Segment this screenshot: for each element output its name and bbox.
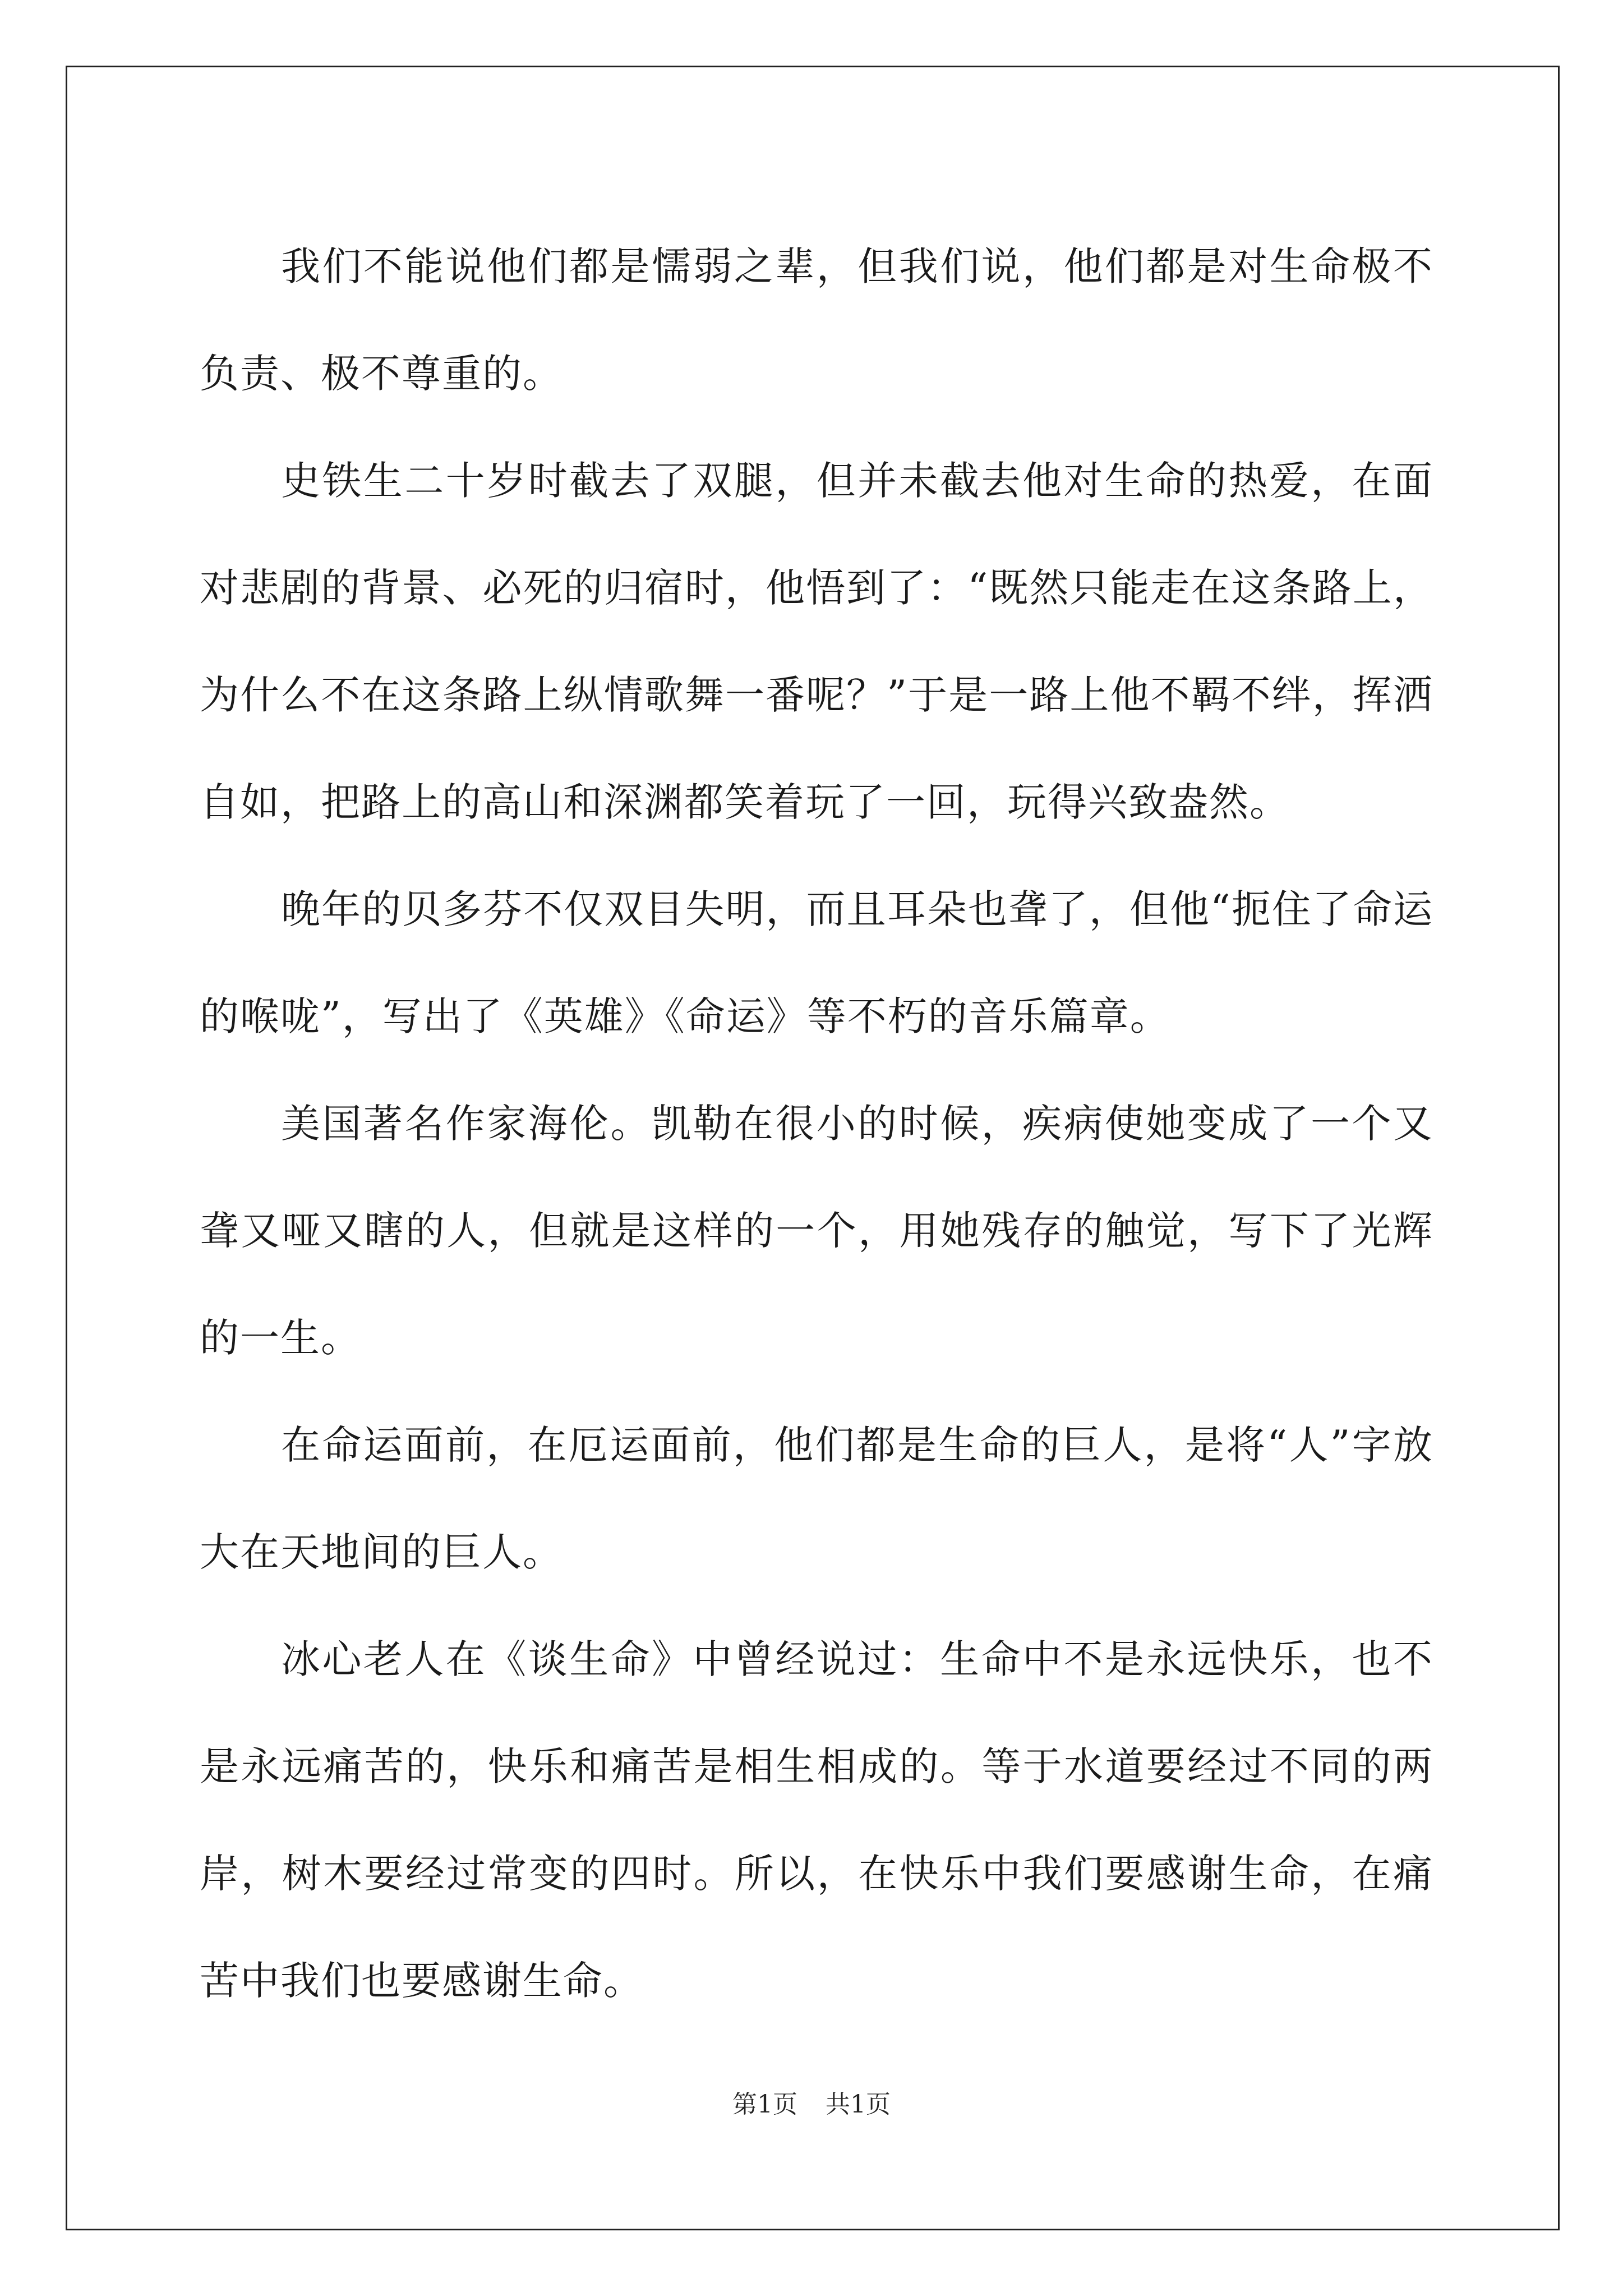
paragraph-6: 冰心老人在《谈生命》中曾经说过：生命中不是永远快乐，也不是永远痛苦的，快乐和痛苦是相生相成的。等于水道要经过不同的两岸，树木要经过常变的四时。所以，在快乐中我们要感谢生命，在痛苦中我们也要感谢生命。	[200, 1636, 1433, 2004]
page-number-total: 共1页	[826, 2090, 891, 2119]
paragraph-2: 史铁生二十岁时截去了双腿，但并未截去他对生命的热爱，在面对悲剧的背景、必死的归宿时，他悟到了：“既然只能走在这条路上，为什么不在这条路上纵情歌舞一番呢？”于是一路上他不羁不绊，挥洒自如，把路上的高山和深渊都笑着玩了一回，玩得兴致盎然。	[200, 458, 1433, 825]
page-footer	[0, 2088, 1623, 2122]
paragraph-1: 我们不能说他们都是懦弱之辈，但我们说，他们都是对生命极不负责、极不尊重的。	[200, 243, 1433, 397]
page-number-current: 第1页	[732, 2090, 797, 2119]
paragraph-3: 晚年的贝多芬不仅双目失明，而且耳朵也聋了，但他“扼住了命运的喉咙”，写出了《英雄》《命运》等不朽的音乐篇章。	[200, 886, 1433, 1039]
document-body	[200, 213, 1433, 2035]
paragraph-5: 在命运面前，在厄运面前，他们都是生命的巨人，是将“人”字放大在天地间的巨人。	[200, 1422, 1433, 1575]
paragraph-4: 美国著名作家海伦。凯勒在很小的时候，疾病使她变成了一个又聋又哑又瞎的人，但就是这样的一个，用她残存的触觉，写下了光辉的一生。	[200, 1101, 1433, 1361]
